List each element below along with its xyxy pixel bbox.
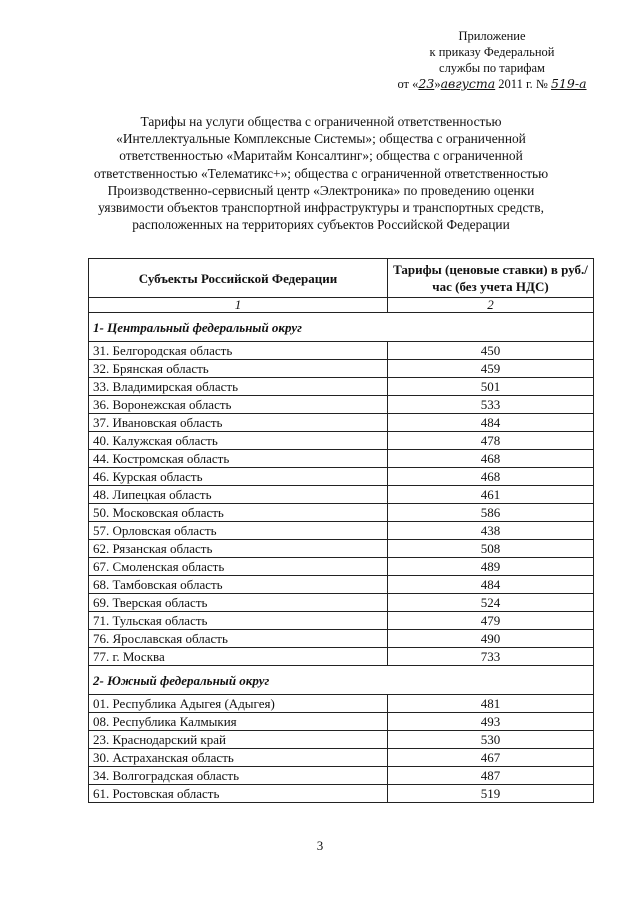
table-row: [89, 540, 594, 558]
tariff-value: 508: [388, 540, 594, 558]
tariff-value: 489: [388, 558, 594, 576]
table-row: [89, 695, 594, 713]
region-name: 40. Калужская область: [89, 432, 388, 450]
column-header-subjects: Субъекты Российской Федерации: [89, 259, 388, 298]
appendix-label: Приложение: [458, 29, 526, 43]
order-reference: к приказу Федеральной: [429, 45, 555, 59]
table-row: [89, 558, 594, 576]
region-name: 69. Тверская область: [89, 594, 388, 612]
date-prefix: от «: [397, 77, 419, 91]
region-name: 34. Волгоградская область: [89, 767, 388, 785]
region-name: 68. Тамбовская область: [89, 576, 388, 594]
handwritten-month: августа: [440, 76, 496, 91]
handwritten-day: 23: [418, 76, 435, 91]
tariff-value: 487: [388, 767, 594, 785]
table-row: [89, 378, 594, 396]
region-name: 31. Белгородская область: [89, 342, 388, 360]
table-row: [89, 713, 594, 731]
region-name: 32. Брянская область: [89, 360, 388, 378]
column-number-2: 2: [388, 298, 594, 313]
table-row: [89, 396, 594, 414]
column-number-1: 1: [89, 298, 388, 313]
region-name: 44. Костромская область: [89, 450, 388, 468]
order-date-line: [382, 76, 602, 92]
table-row: [89, 432, 594, 450]
tariff-value: 479: [388, 612, 594, 630]
table-row: [89, 594, 594, 612]
tariff-value: 530: [388, 731, 594, 749]
region-name: 77. г. Москва: [89, 648, 388, 666]
region-name: 33. Владимирская область: [89, 378, 388, 396]
region-name: 61. Ростовская область: [89, 785, 388, 803]
tariff-value: 493: [388, 713, 594, 731]
tariff-value: 524: [388, 594, 594, 612]
region-name: 48. Липецкая область: [89, 486, 388, 504]
section-title: 1- Центральный федеральный округ: [89, 313, 594, 342]
region-name: 36. Воронежская область: [89, 396, 388, 414]
region-name: 76. Ярославская область: [89, 630, 388, 648]
tariff-value: 490: [388, 630, 594, 648]
tariff-value: 481: [388, 695, 594, 713]
region-name: 50. Московская область: [89, 504, 388, 522]
table-row: [89, 612, 594, 630]
tariff-value: 519: [388, 785, 594, 803]
tariff-value: 467: [388, 749, 594, 767]
table-row: [89, 731, 594, 749]
table-row: [89, 767, 594, 785]
tariff-value: 450: [388, 342, 594, 360]
table-row: [89, 749, 594, 767]
date-year: 2011 г. №: [495, 77, 551, 91]
table-row: [89, 785, 594, 803]
tariff-value: 459: [388, 360, 594, 378]
region-name: 37. Ивановская область: [89, 414, 388, 432]
table-row: [89, 522, 594, 540]
region-name: 71. Тульская область: [89, 612, 388, 630]
region-name: 67. Смоленская область: [89, 558, 388, 576]
table-row: [89, 504, 594, 522]
handwritten-order-number: 519-а: [550, 76, 587, 91]
tariff-value: 533: [388, 396, 594, 414]
region-name: 62. Рязанская область: [89, 540, 388, 558]
tariff-value: 478: [388, 432, 594, 450]
tariff-value: 468: [388, 450, 594, 468]
section-title: 2- Южный федеральный округ: [89, 666, 594, 695]
table-row: [89, 342, 594, 360]
tariff-value: 733: [388, 648, 594, 666]
service-reference: службы по тарифам: [439, 61, 545, 75]
region-name: 30. Астраханская область: [89, 749, 388, 767]
page-number: 3: [316, 838, 324, 853]
column-number-row: [89, 298, 594, 313]
table-row: [89, 630, 594, 648]
region-name: 01. Республика Адыгея (Адыгея): [89, 695, 388, 713]
date-quote: »: [434, 77, 441, 91]
region-name: 08. Республика Калмыкия: [89, 713, 388, 731]
tariff-value: 461: [388, 486, 594, 504]
table-row: [89, 576, 594, 594]
table-row: [89, 360, 594, 378]
table-row: [89, 414, 594, 432]
section-header-row: [89, 313, 594, 342]
table-row: [89, 450, 594, 468]
tariff-table: [88, 258, 594, 803]
table-header-row: [89, 259, 594, 298]
tariff-value: 484: [388, 414, 594, 432]
appendix-header: [382, 28, 602, 92]
region-name: 23. Краснодарский край: [89, 731, 388, 749]
column-header-tariffs: Тарифы (ценовые ставки) в руб./час (без учета НДС): [388, 259, 594, 298]
document-title: Тарифы на услуги общества с ограниченной ответственностью «Интеллектуальные Комплексные Системы»; общества с ограниченной ответственностью «Маритайм Консалтинг»; общества с ограниченной ответственностью «Телематикс+»; общества с ограниченной ответственностью Производственно-сервисный центр «Электроника» по проведению оценки уязвимости объектов транспортной инфраструктуры и транспортных средств, расположенных на территориях субъектов Российской Федерации: [93, 114, 549, 233]
tariff-value: 501: [388, 378, 594, 396]
region-name: 46. Курская область: [89, 468, 388, 486]
table-row: [89, 648, 594, 666]
tariff-value: 438: [388, 522, 594, 540]
tariff-value: 586: [388, 504, 594, 522]
table-row: [89, 468, 594, 486]
region-name: 57. Орловская область: [89, 522, 388, 540]
table-row: [89, 486, 594, 504]
tariff-value: 468: [388, 468, 594, 486]
section-header-row: [89, 666, 594, 695]
tariff-value: 484: [388, 576, 594, 594]
